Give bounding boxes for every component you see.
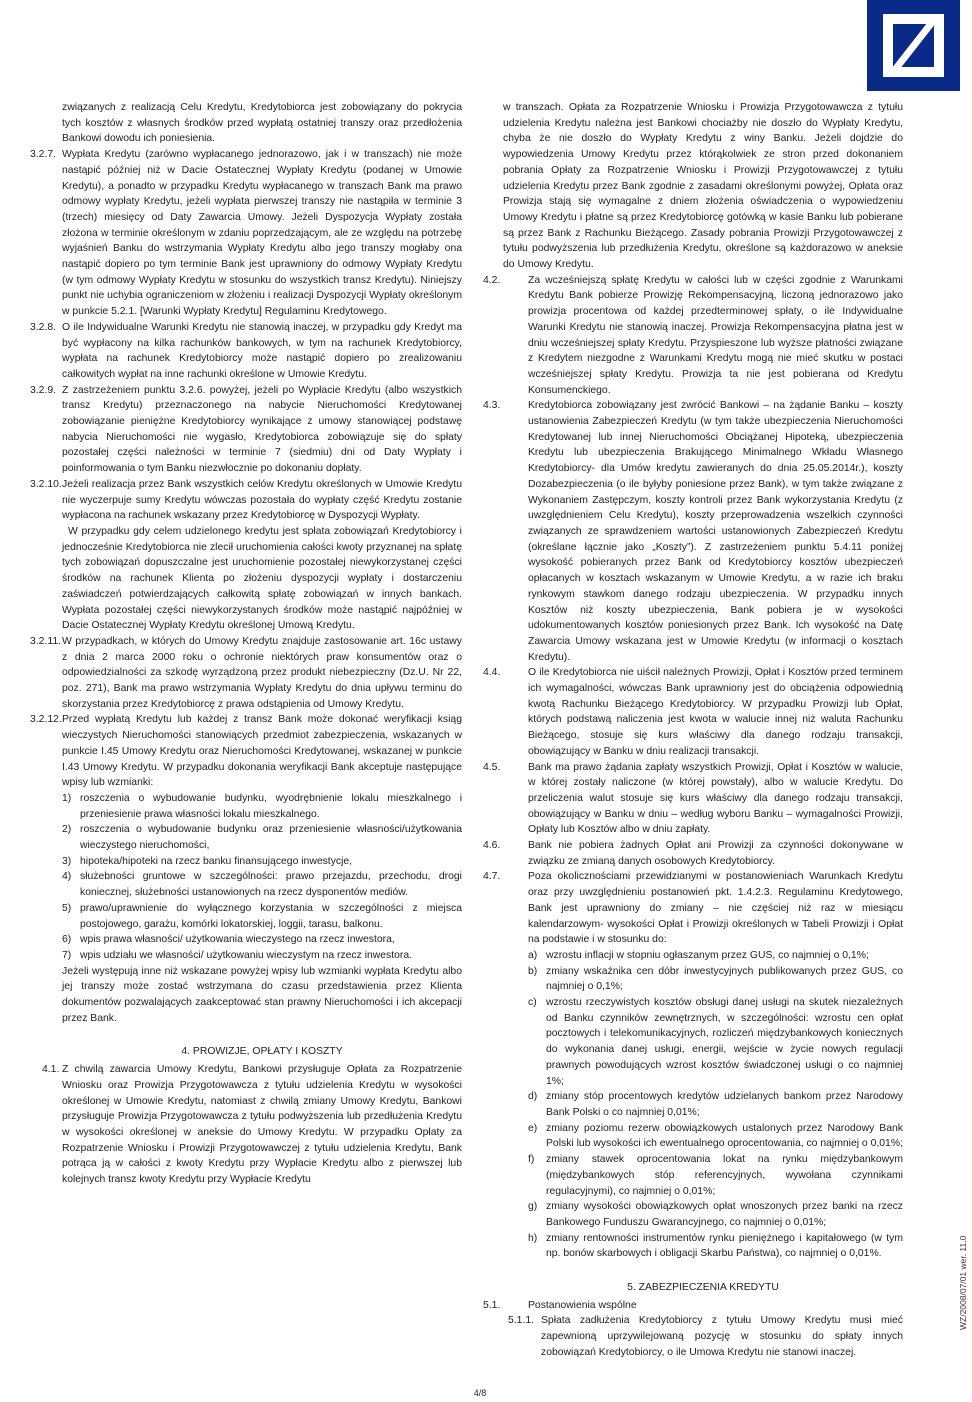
logo-core: [893, 24, 934, 67]
intro-paragraph: związanych z realizacją Celu Kredytu, Kredytobiorca jest zobowiązany do pokrycia tych kosztów z własnych środków przed wypłatą ostatniej transzy oraz przedłożenia Bankowi dowodu ich poniesienia.: [62, 102, 462, 145]
list-marker: 5): [62, 902, 72, 914]
clause-number: 4.7.: [483, 871, 501, 883]
clause-3-2-11: [30, 634, 462, 713]
list-marker: d): [528, 1091, 538, 1103]
list-item: [528, 1152, 903, 1199]
clause-text: O ile Kredytobiorca nie uiścił należnych Prowizji, Opłat i Kosztów przed terminem ich wymagalności, wówczas Bank uprawniony jest do obciążenia odpowiednią kwotą Rachunku Bieżącego Kredytobiorcy. W przypadku Prowizji lub Opłat, których podstawą naliczenia jest kwota w walucie innej niż waluta Rachunku Bieżącego, stosuje się kurs właściwy dla danego rodzaju transakcji, obowiązujący w Banku w dniu realizacji transakcji.: [528, 667, 903, 757]
clause-text: Postanowienia wspólne: [528, 1299, 637, 1311]
clause-5-1-1: [503, 1313, 903, 1360]
list-item: [528, 995, 903, 1089]
clause-text: W przypadkach, w których do Umowy Kredytu znajduje zastosowanie art. 16c ustawy z dnia 2 marca 2000 roku o ochronie niektórych praw konsumentów oraz o odpowiedzialności za szkodę wyrządzoną przez produkt niebezpieczny (Dz.U. Nr 22, poz. 271), Bank ma prawo wstrzymania Wypłaty Kredytu do dnia upływu terminu do skorzystania przez Kredytobiorcę z prawa odstąpienia od Umowy Kredytu.: [62, 635, 462, 710]
list-marker: 4): [62, 871, 72, 883]
clause-text: Z chwilą zawarcia Umowy Kredytu, Bankowi przysługuje Opłata za Rozpatrzenie Wniosku oraz Prowizja Przygotowawcza z tytułu udzielenia Kredytu w wysokości określonej w Umowie Kredytu, natomiast z chwilą zmiany Umowy Kredytu, Bankowi przysługuje Prowizja Przygotowawcza z tytułu podwyższenia lub przedłużenia Kredytu w wysokości określonej w aneksie do Umowy Kredytu. W przypadku Opłaty za Rozpatrzenie Wniosku i Prowizji Przygotowawczej z tytułu udzielenia Kredytu, Bank potrąca ją w całości z kwoty Kredytu przy Wypłacie Kredytu albo z pierwszej lub kolejnych transz kwoty Kredytu przy Wypłacie Kredytu: [62, 1064, 462, 1186]
list-marker: h): [528, 1232, 538, 1244]
clause-number: 4.1.: [42, 1064, 60, 1076]
list-item: [62, 869, 462, 900]
list-text: wzrostu inflacji w stopniu ogłaszanym przez GUS, co najmniej o 0,1%;: [546, 949, 869, 961]
list-item: [528, 964, 903, 995]
list-text: prawo/uprawnienie do wyłącznego korzystania w szczególności z miejsca postojowego, garażu, komórki lokatorskiej, loggii, tarasu, balkonu.: [80, 902, 462, 930]
clause-number: 5.1.: [483, 1299, 501, 1311]
clause-number: 3.2.11.: [30, 635, 62, 647]
clause-4-6: [483, 838, 903, 869]
list-item: [528, 948, 903, 964]
clause-4-1-continued: w transzach. Opłata za Rozpatrzenie Wniosku i Prowizja Przygotowawcza z tytułu udzielenia Kredytu należna jest Bankowi chociażby nie doszło do Wypłaty Kredytu, chyba że nie doszło do Wypłaty Kredytu z winy Banku. Jeżeli dojdzie do wypowiedzenia Umowy Kredytu przez którąkolwiek ze stron przed dokonaniem pobrania Opłaty za Rozpatrzenie Wniosku i Prowizji Przygotowawczej z tytułu udzielenia Kredytu przez Bank zgodnie z zasadami określonymi powyżej, Opłata oraz Prowizja stają się wymagalne z dniem złożenia oświadczenia o wypowiedzeniu Umowy Kredytu i płatne są przez Kredytobiorcę gotówką w kasie Banku lub pobierane są przez Bank z Rachunku Bieżącego. Zasady pobrania Prowizji Przygotowawczej z tytułu podwyższenia lub przedłużenia Kredytu, określone są każdorazowo w aneksie do Umowy Kredytu.: [503, 102, 903, 271]
list-item: [62, 932, 462, 948]
list-text: hipoteka/hipoteki na rzecz banku finansującego inwestycje,: [80, 855, 353, 867]
clause-text: Poza okolicznościami przewidzianymi w postanowieniach Warunkach Kredytu oraz przy uwzględnieniu postanowień pkt. 1.4.2.3. Regulaminu Kredytowego, Bank jest uprawniony do zmiany – nie częściej niż raz w miesiącu kalendarzowym- wysokości Opłat i Prowizji określonych w Tabeli Prowizji i Opłat na podstawie i w stosunku do:: [528, 871, 903, 946]
clause-text: Spłata zadłużenia Kredytobiorcy z tytułu Umowy Kredytu musi mieć zapewnioną uprzywilejowaną pozycję w stosunku do spłaty innych zobowiązań Kredytobiorcy, o ile Umowa Kredytu nie stanowi inaczej.: [541, 1315, 903, 1358]
clause-text: Z zastrzeżeniem punktu 3.2.6. powyżej, jeżeli po Wypłacie Kredytu (albo wszystkich transz Kredytu) przeznaczonego na nabycie Nieruchomości Kredytowanej zobowiązanie pieniężne Kredytobiorcy wynikające z umowy stanowiącej podstawę nabycia Nieruchomości nie wygasło, Kredytobiorca zobowiązuje się do spłaty pozostałej części należności w terminie 7 (siedmiu) dni od Daty Wypłaty i poinformowania o tym Banku niezwłocznie po dokonaniu dopłaty.: [62, 384, 462, 475]
list-item: [528, 1121, 903, 1152]
section-4-heading: 4. PROWIZJE, OPŁATY I KOSZTY: [181, 1046, 343, 1058]
list-text: służebności gruntowe w szczególności: prawo przejazdu, przechodu, drogi koniecznej, służebności ustanowionych na rzecz dysponentów mediów.: [80, 871, 462, 899]
page-number: 4/8: [473, 1388, 487, 1398]
clause-3-2-7: [30, 147, 462, 320]
section-5-heading: 5. ZABEZPIECZENIA KREDYTU: [627, 1282, 779, 1294]
clause-text: Kredytobiorca zobowiązany jest zwrócić Bankowi – na żądanie Banku – koszty ustanowienia Zabezpieczeń Kredytu (w tym także ubezpieczenia Nieruchomości Kredytowanej lub innej Nieruchomości Obciążanej Hipoteką, ubezpieczenia Kredytu lub ubezpieczenia Brakującego Minimalnego Wkładu Własnego Kredytobiorcy- dla Umów kredytu zawieranych do dnia 25.05.2014r.), koszty Dozabezpieczenia (o ile byłyby poniesione przez Bank), w tym także związane z Wykonaniem Zastępczym, koszty kontroli przez Bank wykorzystania Kredytu (z uwzględnieniem Celu Kredytu), koszty przeprowadzenia wszelkich czynności związanych ze sprawdzeniem wartości ustanowionych Zabezpieczeń Kredytu (określane łącznie jako „Koszty”). Z zastrzeżeniem punktu 5.4.11 poniżej wysokość pobieranych przez Bank od Kredytobiorcy kosztów ubezpieczeń opłacanych w kosztach wskazanym w Umowie Kredytu, a w razie ich braku rynkowym stawkom danego rodzaju ubezpieczenia. W przypadku innych Kosztów niż koszty ubezpieczenia, Bank pobiera je w wysokości udokumentowanych kosztów poniesionych przez Bank. Ich wysokość na Datę Zawarcia Umowy wskazana jest w Umowie Kredytu (w informacji o kosztach Kredytu).: [528, 400, 903, 663]
list-item: [62, 901, 462, 932]
logo-frame: [883, 14, 944, 77]
after-list-paragraph: Jeżeli występują inne niż wskazane powyżej wpisy lub wzmianki wypłata Kredytu albo jej transzy może zostać wstrzymana do czasu przedstawienia przez Klienta dokumentów pozwalających zaakceptować stan prawny Nieruchomości i ich akcepacji przez Bank.: [62, 965, 462, 1024]
clause-number: 3.2.10.: [30, 478, 62, 490]
list-marker: 1): [62, 792, 72, 804]
list-text: roszczenia o wybudowanie budynku oraz przeniesienie własności/użytkowania wieczystego nieruchomości,: [80, 824, 462, 852]
clause-text: Jeżeli realizacja przez Bank wszystkich celów Kredytu określonych w Umowie Kredytu nie wyczerpuje sumy Kredytu wówczas pozostała do wypłaty część Kredytu zostanie wypłacona na rachunek wskazany przez Kredytobiorcę w Dyspozycji Wypłaty.: [62, 478, 462, 522]
list-item: [528, 1199, 903, 1230]
list-text: wpis prawa własności/ użytkowania wieczystego na rzecz inwestora,: [80, 934, 395, 946]
list-marker: f): [528, 1154, 535, 1166]
list-text: zmiany wskaźnika cen dóbr inwestycyjnych publikowanych przez GUS, co najmniej o 0,1%;: [546, 965, 903, 993]
list-marker: e): [528, 1122, 538, 1134]
clause-text: Wypłata Kredytu (zarówno wypłacanego jednorazowo, jak i w transzach) nie może nastąpić później niż w Dacie Ostatecznej Wypłaty Kredytu (podanej w Umowie Kredytu), a ponadto w przypadku Kredytu wypłacanego w transzach Bank ma prawo odmowy wypłaty Kredytu, jeżeli wypłata pierwszej transzy nie nastąpiła w terminie 3 (trzech) miesięcy od Daty Zawarcia Umowy. Jeżeli Dyspozycja Wypłaty została złożona w terminie określonym w zdaniu poprzedzającym, ale ze względu na potrzebę wyjaśnień Banku do wstrzymania Wypłaty Kredytu albo jego transzy mogłaby ona nastąpić dopiero po tym terminie Bank jest uprawniony do odmowy Wypłaty Kredytu (w tym odmowy Wypłaty Kredytu w stosunku do wszystkich transz Kredytu). Niniejszy punkt nie uchybia ograniczeniom w złożeniu i realizacji Dyspozycji Wypłaty określonym w punkcie 5.2.1. [Warunki Wypłaty Kredytu] Regulaminu Kredytowego.: [62, 149, 462, 318]
list-item: [62, 948, 462, 964]
bank-logo: [867, 0, 960, 91]
clause-3-2-10: [30, 477, 462, 524]
clause-text: Bank nie pobiera żadnych Opłat ani Prowizji za czynności dokonywane w związku ze zmianą danych osobowych Kredytobiorcy.: [528, 840, 903, 867]
list-text: roszczenia o wybudowanie budynku, wyodrębnienie lokalu mieszkalnego i przeniesienie prawa własności lokalu mieszkalnego.: [80, 792, 462, 820]
clause-number: 4.4.: [483, 667, 501, 679]
clause-number: 4.6.: [483, 840, 501, 852]
clause-3-2-10-continued: W przypadku gdy celem udzielonego kredytu jest spłata zobowiązań Kredytobiorcy i jednocześnie Kredytobiorca nie zlecił uruchomienia całości kwoty przyznanej na spłatę tych zobowiązań dopuszczalne jest uruchomienie pozostałej niewykorzystanej części środków na rachunek Klienta po złożeniu dyspozycji wypłaty i dostarczeniu zaświadczeń potwierdzających całkowitą spłatę zobowiązań w innych bankach. Wypłata pozostałej części niewykorzystanych środków może nastąpić najpóźniej w Dacie Ostatecznej Wypłaty Kredytu określonej Umową Kredytu.: [62, 525, 462, 632]
document-version-label: WZ/2008/07/01 wer. 11.0: [958, 1235, 968, 1330]
list-marker: 7): [62, 949, 72, 961]
clause-number: 4.2.: [483, 274, 501, 286]
clause-3-2-8: [30, 320, 462, 383]
list-marker: b): [528, 965, 538, 977]
logo-slash-icon: [892, 20, 934, 72]
clause-4-3: [483, 398, 903, 665]
list-marker: g): [528, 1201, 538, 1213]
list-marker: 6): [62, 934, 72, 946]
list-item: [62, 822, 462, 853]
clause-text: Przed wypłatą Kredytu lub każdej z transz Bank może dokonać weryfikacji ksiąg wieczystych Nieruchomości stanowiących przedmiot zabezpieczenia, wskazanych w punkcie I.45 Umowy Kredytu oraz Nieruchomości Kredytowanej, wskazanej w punkcie I.43 Umowy Kredytu. W przypadku dokonania weryfikacji Bank akceptuje następujące wpisy lub wzmianki:: [62, 714, 462, 789]
clause-number: 4.5.: [483, 761, 501, 773]
clause-5-1: [483, 1298, 903, 1314]
right-column: [483, 100, 903, 1361]
clause-4-1: [42, 1062, 462, 1188]
clause-3-2-12: [30, 712, 462, 791]
list-marker: 2): [62, 824, 72, 836]
list-item: [528, 1089, 903, 1120]
clause-number: 3.2.9.: [30, 384, 56, 396]
clause-number: 3.2.8.: [30, 321, 56, 333]
clause-number: 3.2.12.: [30, 714, 62, 726]
clause-4-4: [483, 665, 903, 759]
list-text: zmiany stawek oprocentowania lokat na rynku międzybankowym (międzybankowych stóp referencyjnych, wywołana czynnikami regulacyjnymi), co najmniej o 0,01%;: [546, 1154, 903, 1197]
clause-number: 3.2.7.: [30, 149, 56, 161]
list-marker: 3): [62, 855, 72, 867]
left-column: [30, 100, 462, 1188]
list-text: zmiany wysokości obowiązkowych opłat wnoszonych przez banki na rzecz Bankowego Funduszu Gwarancyjnego, co najmniej o 0,01%;: [546, 1201, 903, 1228]
clause-text: O ile Indywidualne Warunki Kredytu nie stanowią inaczej, w przypadku gdy Kredyt ma być wypłacony na kilka rachunków bankowych, w tym na rachunek Kredytobiorcy, wypłata na rachunek Kredytobiorcy może nastąpić dopiero po zrealizowaniu całkowitych wypłat na inne rachunki określone w Umowie Kredytu.: [62, 321, 462, 380]
list-marker: a): [528, 949, 538, 961]
list-text: zmiany stóp procentowych kredytów udzielanych bankom przez Narodowy Bank Polski o co najmniej 0,01%;: [546, 1091, 903, 1118]
list-text: wzrostu rzeczywistych kosztów obsługi danej usługi na skutek niezależnych od Banku czynników zewnętrznych, w szczególności: wzrostu cen opłat pocztowych i telekomunikacyjnych, rozliczeń międzybankowych koniecznych do wykonania danej usługi, energii, wejście w życie nowych regulacji prawnych powodujących wzrost kosztów świadczonej usługi o co najmniej 1%;: [546, 997, 903, 1087]
clause-4-5: [483, 760, 903, 839]
clause-number: 5.1.1.: [508, 1315, 534, 1327]
clause-text: Bank ma prawo żądania zapłaty wszystkich Prowizji, Opłat i Kosztów w walucie, w której zostały naliczone (w której powstały), albo w walucie Kredytu. Do przeliczenia walut stosuje się kurs właściwy dla danego rodzaju transakcji, obowiązujący w Banku w dniu – według wyboru Banku – wymagalności Prowizji, Opłaty lub Kosztów albo w dniu zapłaty.: [528, 761, 903, 836]
clause-3-2-9: [30, 383, 462, 477]
clause-4-2: [483, 273, 903, 399]
list-text: wpis udziału we własności/ użytkowaniu wieczystym na rzecz inwestora.: [80, 949, 413, 961]
letter-list: [503, 948, 903, 1262]
clause-4-7: [483, 869, 903, 948]
list-marker: c): [528, 997, 537, 1009]
list-item: [62, 854, 462, 870]
list-item: [528, 1231, 903, 1262]
list-text: zmiany poziomu rezerw obowiązkowych ustalonych przez Narodowy Bank Polski lub wysokości ich ewentualnego oprocentowania, co najmniej o 0,01%;: [546, 1122, 903, 1150]
list-text: zmiany rentowności instrumentów rynku pieniężnego i kapitałowego (w tym np. bonów skarbowych i obligacji Skarbu Państwa), co najmniej o 0,01%.: [546, 1232, 903, 1260]
list-item: [62, 791, 462, 822]
clause-number: 4.3.: [483, 400, 501, 412]
clause-text: Za wcześniejszą spłatę Kredytu w całości lub w części zgodnie z Warunkami Kredytu Bank pobierze Prowizję Rekompensacyjną, liczoną jednorazowo jako prowizja procentowa od każdej przedterminowej spłaty, o ile Indywidualne Warunki Kredytu nie stanowią inaczej. Prowizja Rekompensacyjna płatna jest w dniu wcześniejszej spłaty Kredytu. Przyspieszone lub wyższe płatności związane z Kredytem niezgodne z Warunkami Kredytu mogą nie mieć skutku w postaci wcześniejszej spłaty Kredytu. Prowizja ta nie jest pobierana od Kredytu Konsumenckiego.: [528, 274, 903, 396]
